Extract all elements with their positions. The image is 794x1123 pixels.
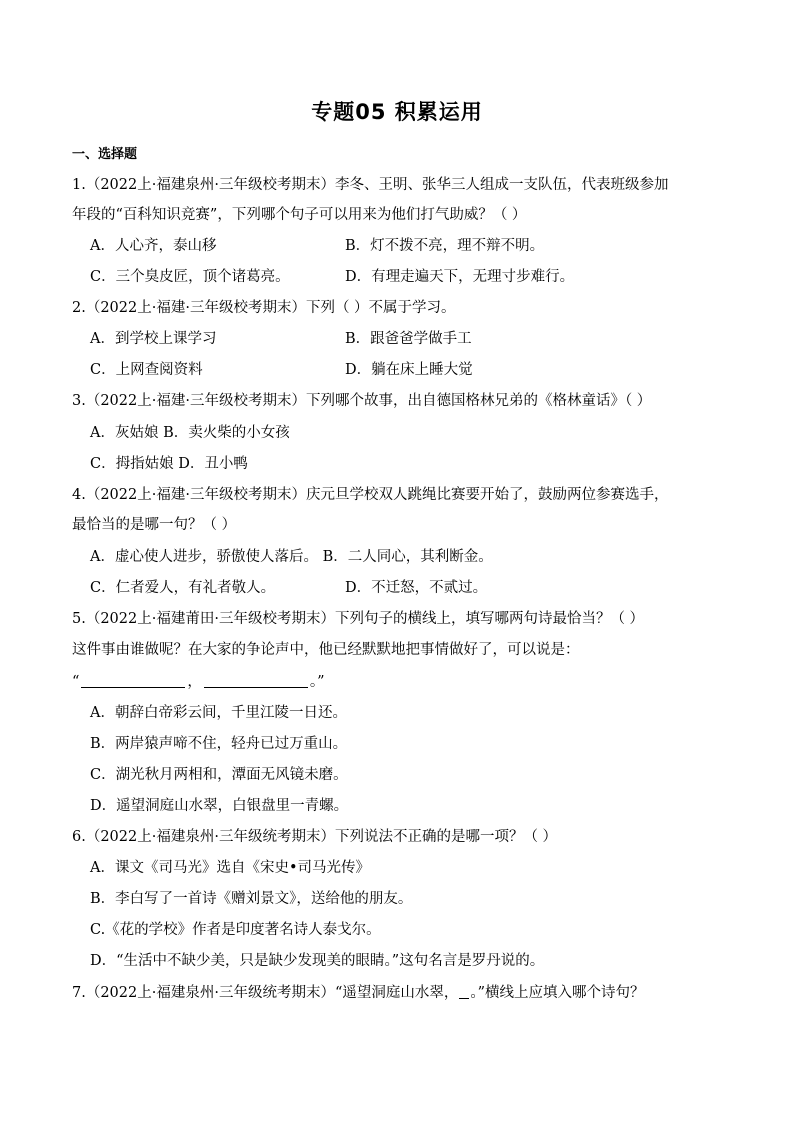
question-2-option-d: D．躺在床上睡大觉	[345, 362, 473, 378]
question-1-option-d: D．有理走遍天下，无理寸步难行。	[345, 269, 575, 285]
answer-blank	[459, 984, 469, 999]
question-3-options-ab: A．灰姑娘 B．卖火柴的小女孩	[90, 425, 290, 441]
question-5-option-d: D．遥望洞庭山水翠，白银盘里一青螺。	[90, 798, 349, 814]
question-2-option-a: A．到学校上课学习	[90, 331, 217, 347]
question-6-option-d: D．“生活中不缺少美，只是缺少发现美的眼睛。”这句名言是罗丹说的。	[90, 953, 545, 969]
quote-open: “	[72, 674, 80, 690]
answer-blank-2	[204, 673, 308, 688]
question-4-option-c: C．仁者爱人，有礼者敬人。	[90, 580, 276, 596]
question-4-stem-cont: 最恰当的是哪一句？（ ）	[72, 517, 237, 533]
question-5-option-a: A．朝辞白帝彩云间，千里江陵一日还。	[90, 705, 347, 721]
question-1-stem: 1.（2022上·福建泉州·三年级校考期末）李冬、王明、张华三人组成一支队伍，代表班级参加	[72, 177, 669, 193]
question-1-stem-cont: 年段的“百科知识竞赛”，下列哪个句子可以用来为他们打气助威？（ ）	[72, 207, 527, 223]
question-2-option-b: B．跟爸爸学做手工	[345, 331, 472, 347]
question-7-stem-post: 。”横线上应填入哪个诗句？	[470, 985, 645, 1001]
question-2-stem: 2.（2022上·福建·三年级校考期末）下列（ ）不属于学习。	[72, 300, 456, 316]
question-5-stem-cont: 这件事由谁做呢？在大家的争论声中，他已经默默地把事情做好了，可以说是：	[72, 642, 580, 658]
question-3-stem: 3.（2022上·福建·三年级校考期末）下列哪个故事，出自德国格林兄弟的《格林童话》（ ）	[72, 393, 652, 409]
question-1-option-a: A．人心齐，泰山移	[90, 238, 217, 254]
question-3-options-cd: C．拇指姑娘 D．丑小鸭	[90, 456, 248, 472]
question-5-fill-blank-line	[72, 672, 325, 692]
question-4-stem: 4.（2022上·福建·三年级校考期末）庆元旦学校双人跳绳比赛要开始了，鼓励两位参赛选手，	[72, 487, 669, 503]
answer-blank-1	[81, 673, 185, 688]
question-6-option-a: A．课文《司马光》选自《宋史•司马光传》	[90, 860, 371, 876]
question-2-option-c: C．上网查阅资料	[90, 362, 203, 378]
question-6-option-c: C.《花的学校》作者是印度著名诗人泰戈尔。	[90, 922, 381, 938]
question-4-option-d: D．不迁怒，不贰过。	[345, 580, 488, 596]
blank-comma: ，	[187, 674, 202, 690]
question-5-option-b: B．两岸猿声啼不住，轻舟已过万重山。	[90, 736, 348, 752]
question-1-option-c: C．三个臭皮匠，顶个诸葛亮。	[90, 269, 290, 285]
question-1-option-b: B．灯不拨不亮，理不辩不明。	[345, 238, 545, 254]
question-4-options-ab: A．虚心使人进步，骄傲使人落后。 B．二人同心，其利断金。	[90, 549, 493, 565]
question-6-option-b: B．李白写了一首诗《赠刘景文》，送给他的朋友。	[90, 891, 413, 907]
question-7-stem	[72, 983, 645, 1003]
section-heading: 一、选择题	[72, 147, 138, 162]
question-5-stem: 5.（2022上·福建莆田·三年级校考期末）下列句子的横线上，填写哪两句诗最恰当？（ ）	[72, 611, 645, 627]
quote-close: 。”	[309, 674, 325, 690]
question-5-option-c: C．湖光秋月两相和，潭面无风镜未磨。	[90, 767, 348, 783]
question-6-stem: 6.（2022上·福建泉州·三年级统考期末）下列说法不正确的是哪一项？（ ）	[72, 829, 558, 845]
page-title: 专题05 积累运用	[311, 100, 483, 124]
question-7-stem-pre: 7.（2022上·福建泉州·三年级统考期末）“遥望洞庭山水翠，	[72, 985, 459, 1001]
